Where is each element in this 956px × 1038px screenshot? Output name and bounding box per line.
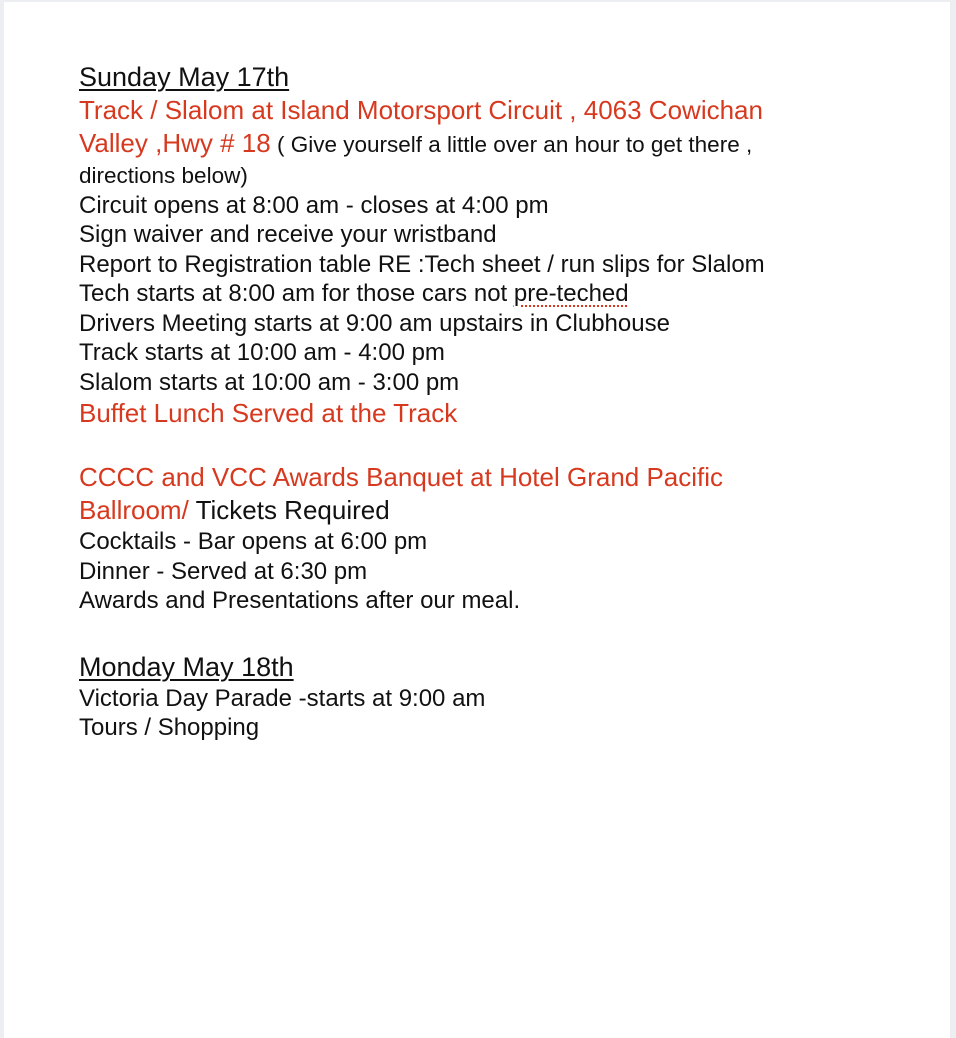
banquet-section: [79, 461, 910, 616]
travel-note-continued: directions below): [79, 163, 248, 188]
sunday-section: [79, 60, 910, 430]
tech-item: [79, 279, 910, 309]
spacer: [79, 430, 910, 461]
tech-text: Tech starts at 8:00 am for those cars not: [79, 280, 514, 307]
lunch-note: Buffet Lunch Served at the Track: [79, 398, 458, 428]
banquet-item: Dinner - Served at 6:30 pm: [79, 557, 368, 585]
banquet-title-continued: [79, 494, 910, 527]
banquet-item: Awards and Presentations after our meal.: [79, 587, 521, 614]
document-page: [4, 2, 950, 1038]
banquet-venue: Ballroom/: [79, 495, 189, 525]
banquet-item: Cocktails - Bar opens at 6:00 pm: [79, 528, 428, 555]
banquet-title: CCCC and VCC Awards Banquet at Hotel Grand Pacific: [79, 462, 724, 492]
spacer: [79, 616, 910, 650]
sunday-heading: Sunday May 17th: [79, 62, 290, 92]
monday-section: [79, 650, 910, 743]
monday-item: Victoria Day Parade -starts at 9:00 am: [79, 684, 486, 712]
track-highway: Valley ,Hwy # 18: [79, 128, 271, 158]
schedule-item: Drivers Meeting starts at 9:00 am upstairs in Clubhouse: [79, 309, 670, 337]
track-location: Track / Slalom at Island Motorsport Circuit , 4063 Cowichan: [79, 95, 763, 125]
schedule-item: Circuit opens at 8:00 am - closes at 4:00 pm: [79, 191, 549, 219]
schedule-item: Slalom starts at 10:00 am - 3:00 pm: [79, 368, 460, 396]
spellcheck-flagged-word: pre-teched: [513, 280, 629, 307]
monday-item: Tours / Shopping: [79, 714, 260, 741]
monday-heading: Monday May 18th: [79, 651, 294, 682]
schedule-item: Sign waiver and receive your wristband: [79, 221, 497, 248]
travel-note: ( Give yourself a little over an hour to get there ,: [270, 132, 753, 157]
tickets-required: Tickets Required: [188, 495, 390, 525]
schedule-item: Report to Registration table RE :Tech sheet / run slips for Slalom: [79, 250, 765, 278]
schedule-item: Track starts at 10:00 am - 4:00 pm: [79, 339, 445, 366]
track-location-continued: [79, 127, 910, 161]
